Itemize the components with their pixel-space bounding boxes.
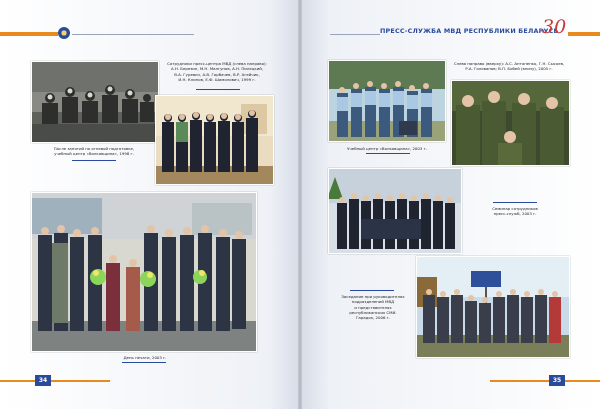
photo-volkovshchina-2003 bbox=[328, 60, 446, 142]
caption-line: Сотрудники пресс-центра МВД (слева направо): bbox=[167, 61, 267, 66]
caption-line: Р.А. Голованов; В.П. Бобей (внизу), 2005 г. bbox=[465, 66, 553, 72]
header-rule-right bbox=[330, 34, 380, 35]
caption-line: Заседание при руководителях bbox=[341, 294, 405, 299]
caption-line: учебный центр «Волковщина», 1998 г. bbox=[54, 151, 134, 157]
caption-line: пресс-служб, 2003 г. bbox=[493, 211, 537, 217]
caption-rule bbox=[350, 290, 394, 291]
caption-rule bbox=[366, 153, 410, 154]
caption-heads-meeting-2006 bbox=[332, 294, 414, 320]
mvd-emblem-icon bbox=[58, 27, 70, 39]
caption-line: Слева направо (вверху): А.С. Антоненко, Г.Н. Сысоев, bbox=[453, 61, 565, 66]
caption-press-day-2003 bbox=[100, 355, 190, 360]
caption-line: День печати, 2003 г. bbox=[123, 355, 167, 360]
spread-fold bbox=[298, 0, 302, 409]
header-accent-bar-left bbox=[0, 32, 58, 36]
page-number-right: 35 bbox=[549, 375, 565, 386]
caption-rule bbox=[493, 202, 537, 203]
photo-heads-meeting-2006 bbox=[416, 256, 570, 358]
photo-conference-2003 bbox=[328, 168, 462, 254]
caption-line: А.Н. Березин, М.Н. Малгунов, А.Н. Пилецкий, bbox=[170, 66, 264, 72]
caption-line: И.Н. Клинов, Е.Ф. Шамолович, 1999 г. bbox=[178, 76, 256, 82]
footer-accent-bar-left bbox=[0, 380, 110, 382]
caption-line: Гарадок, 2006 г. bbox=[356, 315, 390, 321]
footer-accent-bar-right bbox=[490, 380, 600, 382]
caption-rule bbox=[122, 362, 166, 363]
header-title: ПРЕСС-СЛУЖБА МВД РЕСПУБЛИКИ БЕЛАРУСЬ bbox=[380, 27, 559, 35]
caption-conference-2003 bbox=[473, 206, 557, 217]
page-number-left: 34 bbox=[35, 375, 51, 386]
photo-group-2005 bbox=[451, 80, 570, 166]
caption-group-2005 bbox=[450, 61, 568, 72]
photo-field-training bbox=[31, 61, 159, 143]
caption-line: В.А. Гуревич, А.В. Горбачев, В.Р. Агейчик, bbox=[174, 71, 260, 77]
caption-volkovshchina-2003 bbox=[330, 146, 444, 151]
caption-field-training bbox=[32, 146, 156, 157]
caption-line: подразделений МВД bbox=[351, 299, 395, 305]
caption-line: Семинар сотрудников bbox=[492, 206, 538, 211]
photo-press-day-2003 bbox=[31, 192, 257, 352]
caption-rule bbox=[196, 89, 240, 90]
caption-line: Учебный центр «Волковщина», 2003 г. bbox=[347, 146, 427, 151]
caption-line: После занятий по огневой подготовке, bbox=[53, 146, 135, 151]
header-accent-bar-right bbox=[568, 32, 600, 36]
caption-rule bbox=[72, 160, 116, 161]
header-number: 30 bbox=[542, 16, 567, 38]
photo-press-center-1999 bbox=[155, 95, 274, 185]
caption-press-center-1999 bbox=[160, 61, 274, 82]
caption-line: республиканских СМИ. bbox=[349, 309, 397, 315]
caption-line: и представителях bbox=[354, 304, 392, 310]
header-rule-left bbox=[72, 34, 194, 35]
